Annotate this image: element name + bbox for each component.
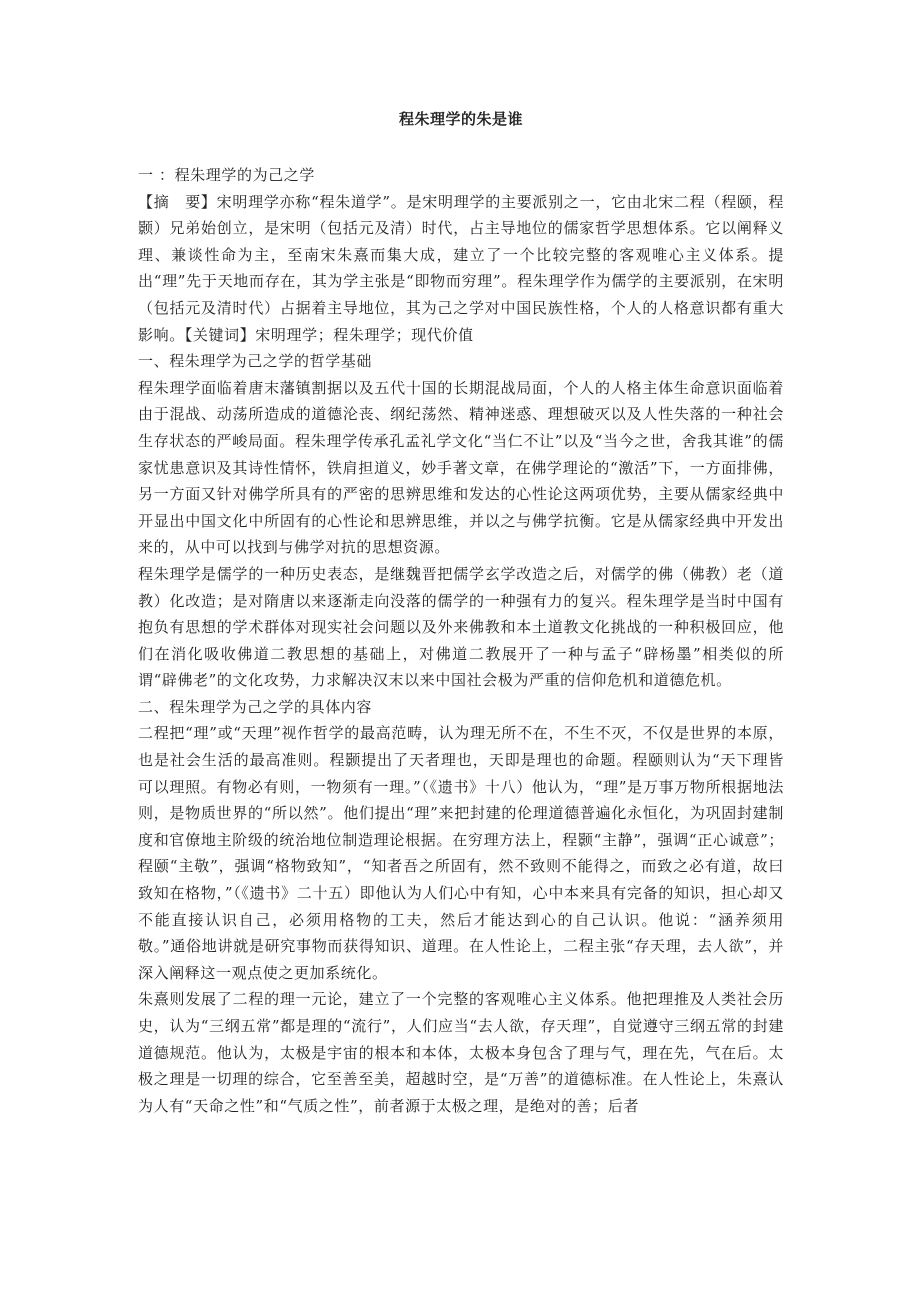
body-paragraph: 二程把“理”或“天理”视作哲学的最高范畴，认为理无所不在，不生不灭，不仅是世界的本原，也是社会生活的最高准则。程颢提出了天者理也，天即是理也的命题。程颐则认为“天下理皆可以理照。有物必有则，一物须有一理。”（《遗书》十八）他认为，“理”是万事万物所根据地法则，是物质世界的“所以然”。他们提出“理”来把封建的伦理道德普遍化永恒化，为巩固封建制度和官僚地主阶级的统治地位制造理论根据。在穷理方法上，程颢“主静”，强调“正心诚意”；程颐“主敬”，强调“格物致知”，“知者吾之所固有，然不致则不能得之，而致之必有道，故曰致知在格物，”（《遗书》二十五）即他认为人们心中有知，心中本来具有完备的知识，担心却又不能直接认识自己，必须用格物的工夫，然后才能达到心的自己认识。他说：“涵养须用敬。”通俗地讲就是研究事物而获得知识、道理。在人性论上，二程主张“存天理，去人欲”，并深入阐释这一观点使之更加系统化。 [138, 724, 784, 982]
body-paragraph: 程朱理学面临着唐末藩镇割据以及五代十国的长期混战局面，个人的人格主体生命意识面临着由于混战、动荡所造成的道德沦丧、纲纪荡然、精神迷惑、理想破灭以及人性失落的一种社会生存状态的严峻局面。程朱理学传承孔孟礼学文化“当仁不让”以及“当今之世，舍我其谁”的儒家忧患意识及其诗性情怀，铁肩担道义，妙手著文章，在佛学理论的“激活”下，一方面排佛，另一方面又针对佛学所具有的严密的思辨思维和发达的心性论这两项优势，主要从儒家经典中开显出中国文化中所固有的心性论和思辨思维，并以之与佛学抗衡。它是从儒家经典中开发出来的，从中可以找到与佛学对抗的思想资源。 [138, 378, 784, 557]
body-paragraph: 程朱理学是儒学的一种历史表态，是继魏晋把儒学玄学改造之后，对儒学的佛（佛教）老（道教）化改造；是对隋唐以来逐渐走向没落的儒学的一种强有力的复兴。程朱理学是当时中国有抱负有思想的学术群体对现实社会问题以及外来佛教和本土道教文化挑战的一种积极回应，他们在消化吸收佛道二教思想的基础上，对佛道二教展开了一种与孟子“辟杨墨”相类似的所谓“辟佛老”的文化攻势，力求解决汉末以来中国社会极为严重的信仰危机和道德危机。 [138, 564, 784, 690]
document-title: 程朱理学的朱是谁 [398, 110, 523, 128]
section-heading: 一、程朱理学为己之学的哲学基础 [138, 352, 373, 371]
section-heading: 一 ：程朱理学的为己之学 [138, 166, 315, 184]
abstract-paragraph: 【摘 要】宋明理学亦称“程朱道学”。是宋明理学的主要派别之一，它由北宋二程（程颐，程颢）兄弟始创立，是宋明（包括元及清）时代，占主导地位的儒家哲学思想体系。它以阐释义理、兼谈性命为主，至南宋朱熹而集大成，建立了一个比较完整的客观唯心主义体系。提出“理”先于天地而存在，其为学主张是“即物而穷理”。程朱理学作为儒学的主要派别，在宋明（包括元及清时代）占据着主导地位，其为己之学对中国民族性格，个人的人格意识都有重大影响。【关键词】宋明理学；程朱理学；现代价值 [138, 192, 784, 344]
document-page [138, 108, 784, 1119]
section-heading: 二、程朱理学为己之学的具体内容 [138, 697, 373, 716]
body-paragraph: 朱熹则发展了二程的理一元论，建立了一个完整的客观唯心主义体系。他把理推及人类社会历史，认为“三纲五常”都是理的“流行”，人们应当“去人欲，存天理”，自觉遵守三纲五常的封建道德规范。他认为，太极是宇宙的根本和本体，太极本身包含了理与气，理在先，气在后。太极之理是一切理的综合，它至善至美，超越时空，是“万善”的道德标准。在人性论上，朱熹认为人有“天命之性”和“气质之性”，前者源于太极之理，是绝对的善；后者 [138, 990, 784, 1115]
